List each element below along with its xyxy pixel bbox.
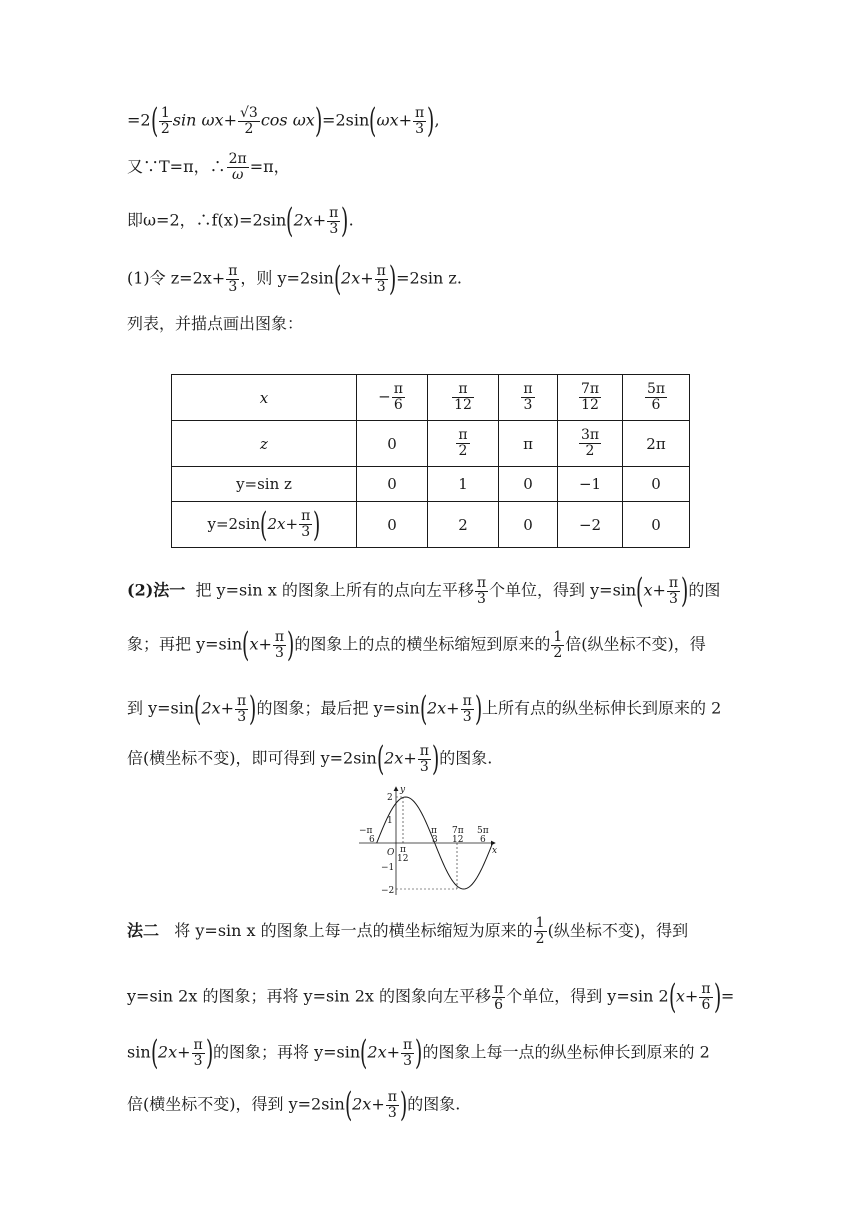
table-cell: −1 — [558, 467, 623, 502]
fraction — [386, 1090, 399, 1121]
numerator: √3 — [239, 104, 258, 121]
fraction — [452, 382, 474, 413]
denominator: 3 — [329, 220, 339, 237]
denominator: 3 — [387, 1104, 397, 1121]
right-paren: ) — [427, 101, 435, 141]
row-header-z: z — [172, 421, 357, 467]
fraction — [699, 982, 712, 1013]
right-paren: ) — [713, 977, 721, 1017]
expr-text: 到 y=sin — [127, 698, 195, 718]
denominator: 3 — [403, 1052, 413, 1069]
right-paren: ) — [388, 259, 397, 299]
numerator: π — [387, 1088, 397, 1105]
expr-text: 的图象. — [439, 748, 493, 768]
x-tick-left-den: 6 — [369, 835, 375, 845]
fraction — [456, 428, 469, 459]
denominator: 3 — [301, 524, 311, 540]
table-cell: 0 — [623, 467, 690, 502]
method1-label: (2)法一 — [127, 580, 186, 600]
table-cell: 0 — [623, 502, 690, 548]
numerator: 2π — [228, 151, 247, 167]
table-row — [172, 467, 690, 502]
table-cell — [623, 375, 690, 421]
denominator: 6 — [494, 996, 504, 1013]
numerator: π — [668, 574, 679, 591]
numerator: π — [376, 262, 386, 279]
table-cell: 0 — [357, 421, 428, 467]
fraction-pi3 — [413, 106, 426, 137]
numerator: π — [329, 204, 339, 221]
derivation-line-3 — [127, 201, 354, 241]
right-paren: ) — [474, 689, 483, 729]
left-paren: ( — [369, 101, 377, 141]
denominator: 2 — [244, 120, 254, 137]
numerator: π — [237, 692, 247, 709]
y-tick-label: −2 — [381, 886, 395, 896]
table-cell: 0 — [357, 502, 428, 548]
left-paren: ( — [636, 571, 644, 611]
x-tick-zero-den: 3 — [432, 835, 438, 845]
y-tick-label: −1 — [381, 863, 395, 873]
fraction-half — [159, 106, 172, 137]
left-paren: ( — [150, 101, 158, 141]
expr-text: (1)令 z=2x+ — [127, 268, 226, 288]
expr-text: 个单位，得到 y=sin 2 — [506, 986, 669, 1006]
denominator: 3 — [228, 278, 238, 295]
y-tick-label: 1 — [387, 816, 393, 826]
denominator: 3 — [462, 708, 472, 725]
numerator: π — [403, 1036, 413, 1053]
fraction — [521, 382, 534, 413]
expr-text: 2x+ — [426, 698, 460, 718]
denominator: 6 — [701, 996, 711, 1013]
x-axis-label: x — [492, 846, 498, 856]
method1-line-4 — [127, 739, 493, 779]
x-tick-peak-den: 12 — [397, 854, 409, 864]
expr-text: 2x+ — [367, 1042, 401, 1062]
table-cell — [558, 375, 623, 421]
denominator: 6 — [393, 397, 403, 413]
y-tick-label: 2 — [387, 793, 393, 803]
numerator: π — [523, 381, 533, 397]
table-cell — [499, 375, 558, 421]
sign: − — [359, 826, 367, 836]
denominator: 3 — [523, 397, 533, 413]
expr-text: 的图象上的点的横坐标缩短到原来的 — [294, 634, 551, 654]
table-cell: 2π — [623, 421, 690, 467]
numerator: 1 — [160, 104, 170, 121]
method1-line-1 — [127, 571, 721, 611]
expr-text: y=2sin — [207, 514, 261, 533]
table-cell — [428, 375, 499, 421]
numerator: π — [193, 1036, 203, 1053]
expr-text: 倍(纵坐标不变)，得 — [565, 634, 706, 654]
fraction — [475, 576, 488, 607]
numerator: π — [494, 980, 504, 997]
denominator: 2 — [535, 931, 545, 947]
numerator: π — [701, 980, 711, 997]
left-paren: ( — [419, 689, 427, 729]
sine-graph — [355, 783, 505, 899]
fraction-pi3 — [226, 264, 239, 295]
table-cell: −2 — [558, 502, 623, 548]
numerator: π — [228, 262, 238, 279]
expr-text: 倍(横坐标不变)，即可得到 y=2sin — [127, 748, 377, 768]
fraction — [461, 694, 474, 725]
expr-text: 2x+ — [157, 1042, 191, 1062]
denominator: 2 — [458, 443, 468, 459]
denominator: 3 — [476, 590, 486, 607]
expr-text: =2sin — [322, 110, 370, 130]
expr-text: x+ — [249, 634, 272, 654]
denominator: 3 — [275, 644, 284, 661]
right-paren: ) — [681, 571, 689, 611]
left-paren: ( — [150, 1033, 158, 1073]
expr-text: =2sin z. — [396, 268, 462, 288]
fraction — [667, 576, 680, 607]
sign: − — [378, 387, 391, 406]
expr-text: 把 y=sin x 的图象上所有的点向左平移 — [195, 580, 474, 600]
fraction-pi3 — [327, 206, 340, 237]
derivation-line-2 — [127, 152, 290, 183]
right-paren: ) — [431, 739, 440, 779]
fraction — [579, 382, 601, 413]
x-tick-trough-den: 12 — [452, 835, 464, 845]
method2-line-1 — [127, 916, 688, 947]
fraction — [192, 1038, 205, 1069]
row-header-y — [172, 502, 357, 548]
denominator: 2 — [160, 120, 170, 137]
expr-text: sin — [127, 1042, 151, 1062]
derivation-line-1 — [127, 101, 440, 141]
denominator: 2 — [585, 443, 595, 459]
left-paren: ( — [286, 201, 294, 241]
left-paren: ( — [260, 504, 268, 545]
expr-text: 的图 — [688, 580, 721, 600]
numerator: 1 — [553, 628, 563, 645]
expr-text: . — [348, 210, 354, 230]
method1-line-3 — [127, 689, 722, 729]
right-paren: ) — [249, 689, 257, 729]
table-cell: 1 — [428, 467, 499, 502]
numerator: π — [458, 427, 468, 443]
left-paren: ( — [242, 625, 250, 665]
fraction — [418, 744, 431, 775]
table-cell: 0 — [499, 467, 558, 502]
fraction — [492, 982, 505, 1013]
right-paren: ) — [399, 1085, 408, 1125]
denominator: ω — [231, 167, 244, 183]
denominator: 3 — [669, 590, 678, 607]
fraction — [534, 916, 547, 947]
x-tick-right-num: 5π — [477, 826, 489, 836]
fraction-root3 — [238, 106, 260, 137]
table-cell: 2 — [428, 502, 499, 548]
fraction — [299, 509, 312, 540]
expr-text: sin ωx+ — [172, 110, 237, 130]
expr-text: ωx+ — [376, 110, 413, 130]
expr-text: (纵坐标不变)，得到 — [547, 921, 689, 940]
fraction — [273, 630, 286, 661]
table-cell — [357, 375, 428, 421]
method2-label: 法二 — [127, 921, 160, 940]
method2-line-2 — [127, 977, 735, 1017]
x-tick-peak-num: π — [400, 845, 406, 855]
part1-line — [127, 259, 462, 299]
right-paren: ) — [313, 504, 321, 545]
table-cell: π — [499, 421, 558, 467]
table-cell — [558, 421, 623, 467]
expr-text: 又∵T=π，∴ — [127, 157, 226, 176]
expr-text: , — [434, 110, 440, 130]
expr-text: 倍(横坐标不变)，得到 y=2sin — [127, 1094, 345, 1114]
expr-text: 2x+ — [352, 1094, 385, 1114]
denominator: 3 — [237, 708, 247, 725]
right-paren: ) — [415, 1033, 423, 1073]
expr-text: = — [720, 986, 735, 1006]
method1-line-2 — [127, 625, 706, 665]
fraction — [579, 428, 601, 459]
expr-text: y=sin 2x 的图象；再将 y=sin 2x 的图象向左平移 — [127, 986, 491, 1006]
numerator: π — [274, 628, 285, 645]
fraction — [551, 630, 564, 661]
expr-text: 将 y=sin x 的图象上每一点的横坐标缩短为原来的 — [174, 921, 533, 940]
denominator: 3 — [419, 758, 429, 775]
fraction — [401, 1038, 414, 1069]
left-paren: ( — [333, 259, 342, 299]
expr-text: 即ω=2，∴f(x)=2sin — [127, 210, 287, 230]
expr-text: 的图象. — [407, 1094, 461, 1114]
left-paren: ( — [344, 1085, 353, 1125]
left-paren: ( — [194, 689, 202, 729]
numerator: 3π — [580, 427, 600, 443]
x-tick-right-den: 6 — [480, 835, 486, 845]
fraction — [235, 694, 248, 725]
right-paren: ) — [205, 1033, 213, 1073]
numerator: π — [462, 692, 472, 709]
right-paren: ) — [287, 625, 295, 665]
table-cell: 0 — [357, 467, 428, 502]
values-table — [171, 374, 690, 548]
left-paren: ( — [376, 739, 385, 779]
numerator: π — [452, 382, 474, 398]
right-paren: ) — [341, 201, 349, 241]
denominator: 2 — [553, 644, 563, 661]
left-paren: ( — [360, 1033, 368, 1073]
left-paren: ( — [668, 977, 676, 1017]
table-row — [172, 502, 690, 548]
denominator: 12 — [454, 397, 472, 413]
right-paren: ) — [314, 101, 323, 141]
numerator: π — [415, 104, 425, 121]
origin-label: O — [387, 848, 395, 858]
numerator: π — [301, 508, 311, 524]
expr-text: 2x+ — [384, 748, 417, 768]
expr-text: x+ — [643, 580, 666, 600]
numerator: 7π — [580, 381, 600, 397]
numerator: π — [366, 826, 373, 836]
x-tick-zero-num: π — [431, 826, 437, 836]
numerator: π — [419, 742, 429, 759]
expr-text: 2x+ — [201, 698, 235, 718]
fraction-2pi-omega — [227, 152, 249, 183]
expr-text: 个单位，得到 y=sin — [489, 580, 637, 600]
denominator: 3 — [193, 1052, 203, 1069]
expr-text: =π， — [249, 157, 290, 176]
expr-text: 上所有点的纵坐标伸长到原来的 2 — [482, 698, 722, 718]
expr-text: 的图象；再将 y=sin — [212, 1042, 361, 1062]
expr-text: =2 — [127, 110, 151, 130]
expr-text: cos ωx — [260, 110, 315, 130]
table-cell — [428, 421, 499, 467]
expr-text: 象；再把 y=sin — [127, 634, 243, 654]
method2-line-4 — [127, 1085, 461, 1125]
row-header-x: x — [172, 375, 357, 421]
denominator: 6 — [651, 397, 661, 413]
expr-text: 2x+ — [293, 210, 327, 230]
denominator: 3 — [415, 120, 425, 137]
numerator: 1 — [535, 915, 545, 931]
fraction — [645, 382, 667, 413]
row-header-sinz: y=sin z — [172, 467, 357, 502]
expr-text: 2x+ — [267, 514, 299, 533]
numerator: 5π — [646, 381, 666, 397]
denominator: 12 — [581, 397, 599, 413]
numerator: π — [393, 381, 403, 397]
table-row — [172, 421, 690, 467]
table-row — [172, 375, 690, 421]
fraction — [392, 382, 405, 413]
expr-text: 的图象；最后把 y=sin — [256, 698, 420, 718]
fraction-pi3 — [375, 264, 388, 295]
table-cell: 0 — [499, 502, 558, 548]
y-axis-label: y — [400, 785, 406, 795]
expr-text: 2x+ — [341, 268, 374, 288]
table-intro: 列表，并描点画出图象： — [127, 314, 304, 333]
expr-text: ，则 y=2sin — [240, 268, 334, 288]
expr-text: 的图象上每一点的纵坐标伸长到原来的 2 — [422, 1042, 710, 1062]
numerator: π — [476, 574, 487, 591]
method2-line-3 — [127, 1033, 710, 1073]
x-tick-trough-num: 7π — [452, 826, 464, 836]
denominator: 3 — [376, 278, 386, 295]
expr-text: x+ — [675, 986, 699, 1006]
